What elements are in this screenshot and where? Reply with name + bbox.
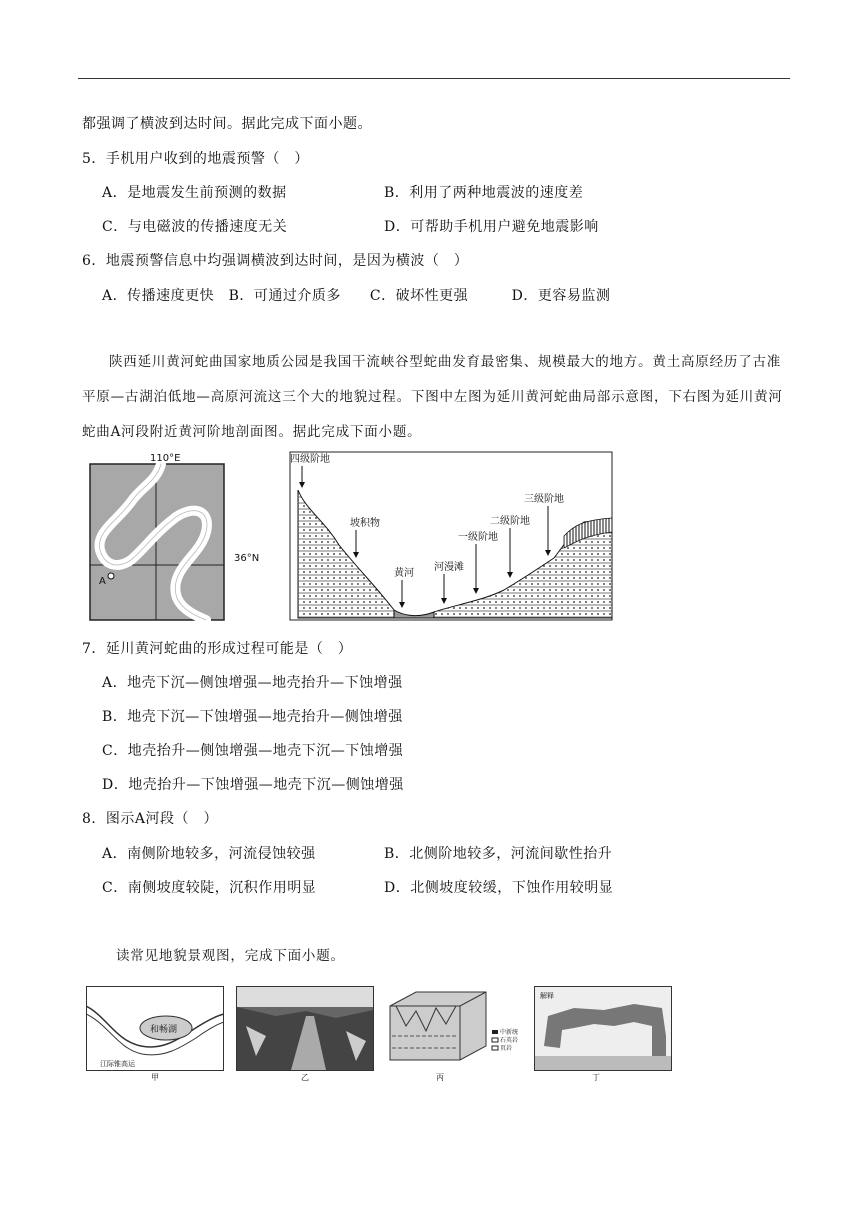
passage-yellow-river: 陕西延川黄河蛇曲国家地质公园是我国干流峡谷型蛇曲发育最密集、规模最大的地方。黄土高原经历了古准平原—古湖泊低地—高原河流这三个大的地貌过程。下图中左图为延川黄河蛇曲局部示意图，下右图为延川黄河蛇曲A河段附近黄河阶地剖面图。据此完成下面小题。 xyxy=(82,354,783,440)
question-6-stem: 6．地震预警信息中均强调横波到达时间，是因为横波（ ） xyxy=(82,253,469,269)
meander-map-figure xyxy=(86,452,234,622)
question-6-options: A．传播速度更快 B．可通过介质多 C．破坏性更强 D．更容易监测 xyxy=(102,288,611,304)
bing-legend-1: 中新统 xyxy=(500,1029,519,1036)
bing-legend-2: 石英岩 xyxy=(500,1037,519,1044)
question-8-option-a: A．南侧阶地较多，河流侵蚀较强 xyxy=(102,846,316,862)
question-7-stem: 7．延川黄河蛇曲的形成过程可能是（ ） xyxy=(82,641,353,657)
landform-ding-figure xyxy=(534,986,672,1082)
jia-lake-label: 和畅湖 xyxy=(150,1025,178,1035)
label-slope-deposit: 坡积物 xyxy=(350,518,380,529)
ding-caption: 丁 xyxy=(592,1073,600,1082)
question-8-stem: 8．图示A河段（ ） xyxy=(82,811,219,827)
question-7-option-a: A．地壳下沉—侧蚀增强—地壳抬升—下蚀增强 xyxy=(102,675,403,691)
passage-landforms: 读常见地貌景观图，完成下面小题。 xyxy=(116,948,345,964)
latitude-label: 36°N xyxy=(234,553,260,564)
question-5-option-c: C．与电磁波的传播速度无关 xyxy=(102,219,288,235)
question-8-option-b: B．北侧阶地较多，河流间歇性抬升 xyxy=(384,846,613,862)
label-terrace-4: 四级阶地 xyxy=(290,454,330,465)
question-7-option-c: C．地壳抬升—侧蚀增强—地壳下沉—下蚀增强 xyxy=(102,743,404,759)
label-floodplain: 河漫滩 xyxy=(434,562,464,573)
question-7-option-b: B．地壳下沉—下蚀增强—地壳抬升—侧蚀增强 xyxy=(102,709,403,725)
bing-legend-3: 页岩 xyxy=(500,1045,513,1052)
question-8-option-c: C．南侧坡度较陡，沉积作用明显 xyxy=(102,880,317,896)
point-a-label: A xyxy=(99,576,106,587)
jia-legend: 江际锥高运 xyxy=(100,1060,135,1068)
label-terrace-3: 三级阶地 xyxy=(524,494,564,505)
yi-caption: 乙 xyxy=(301,1073,309,1082)
question-8-option-d: D．北侧坡度较缓，下蚀作用较明显 xyxy=(384,880,614,896)
bing-caption: 丙 xyxy=(436,1073,444,1082)
question-5-stem: 5．手机用户收到的地震预警（ ） xyxy=(82,151,309,167)
jia-caption: 甲 xyxy=(151,1073,159,1082)
question-5-option-b: B．利用了两种地震波的速度差 xyxy=(384,185,584,201)
label-terrace-1: 一级阶地 xyxy=(458,532,498,543)
terrace-profile-figure xyxy=(284,450,616,622)
ding-tag: 解释 xyxy=(540,992,554,1000)
point-a-marker xyxy=(108,573,114,579)
landform-bing-figure xyxy=(386,986,524,1082)
landform-yi-figure xyxy=(236,986,374,1082)
question-5-option-d: D．可帮助手机用户避免地震影响 xyxy=(384,219,599,235)
passage-continuation: 都强调了横波到达时间。据此完成下面小题。 xyxy=(82,116,372,132)
label-terrace-2: 二级阶地 xyxy=(490,516,530,527)
header-rule xyxy=(78,78,790,79)
landform-jia-figure xyxy=(86,986,224,1082)
question-7-option-d: D．地壳抬升—下蚀增强—地壳下沉—侧蚀增强 xyxy=(102,777,404,793)
question-5-option-a: A．是地震发生前预测的数据 xyxy=(102,185,287,201)
label-river: 黄河 xyxy=(394,568,414,579)
longitude-label: 110°E xyxy=(150,453,181,464)
